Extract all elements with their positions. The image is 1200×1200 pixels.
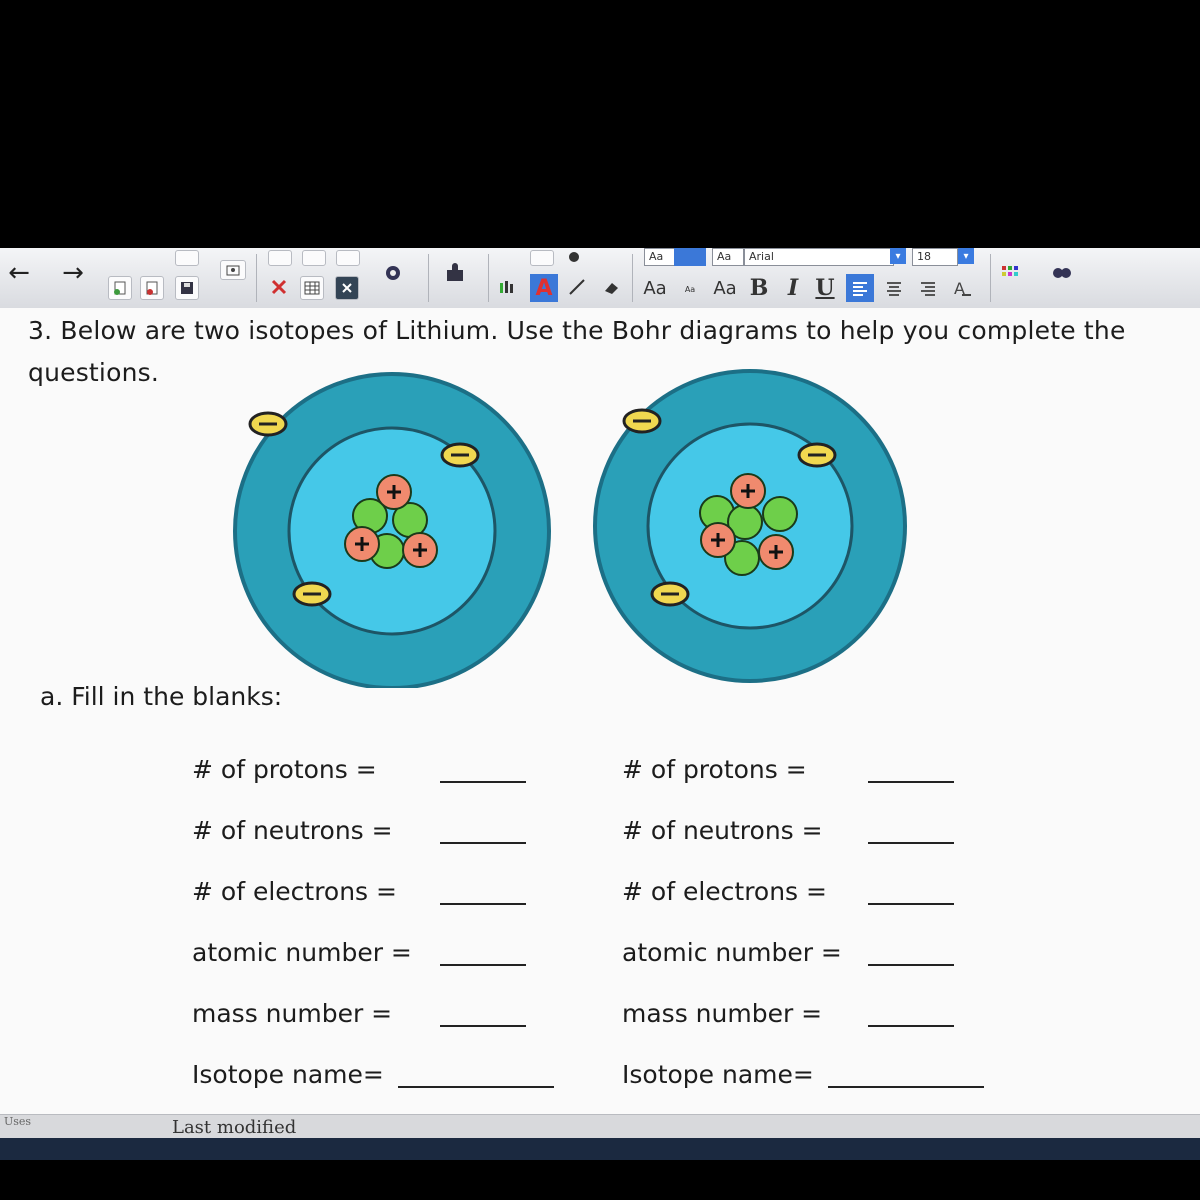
font-size-select[interactable]: 18 [912,248,958,266]
align-center-icon[interactable] [880,274,908,302]
toolbar-separator [632,254,633,302]
answer-blank[interactable] [440,842,526,844]
puzzle-icon[interactable] [442,260,468,286]
text-tool-icon[interactable] [336,250,360,266]
comment-icon[interactable] [302,250,326,266]
answer-blank[interactable] [868,781,954,783]
fill-icon[interactable] [566,250,582,264]
color-grid-icon[interactable] [998,262,1022,284]
field-label: Isotope name= [622,1060,814,1089]
fill-in-heading: a. Fill in the blanks: [40,682,283,711]
align-left-icon[interactable] [846,274,874,302]
answer-blank[interactable] [440,781,526,783]
text-color-icon[interactable]: A [530,274,558,302]
shape-icon[interactable] [530,250,554,266]
bars-icon[interactable] [496,276,518,298]
font-larger-button[interactable]: Aa [643,277,667,299]
back-arrow-icon[interactable]: ← [8,258,30,288]
pen-icon[interactable] [600,250,620,264]
answer-blank[interactable] [868,1025,954,1027]
font-name-select[interactable]: Arial [744,248,894,266]
line-tool-icon[interactable] [566,276,588,298]
font-size-dropdown-icon[interactable]: ▾ [958,248,974,264]
answer-blank[interactable] [868,842,954,844]
font-style-button[interactable]: Aa [713,277,737,299]
field-label: atomic number = [622,938,842,967]
field-label: # of protons = [192,755,377,784]
field-label: mass number = [192,999,393,1028]
last-modified-label: Last modified [172,1117,297,1138]
align-right-icon[interactable] [914,274,942,302]
field-label: # of neutrons = [192,816,393,845]
toolbar-separator [990,254,991,302]
answer-blank[interactable] [868,964,954,966]
field-label: # of electrons = [622,877,827,906]
bohr-diagrams [0,308,1200,688]
uses-label: Uses [4,1115,32,1128]
screenshot-icon[interactable] [220,260,246,280]
font-name-dropdown-icon[interactable]: ▾ [890,248,906,264]
close-box-icon[interactable] [335,276,359,300]
delete-icon[interactable] [268,276,290,298]
field-label: mass number = [622,999,823,1028]
font-preset-selected[interactable] [674,248,706,266]
toolbar-separator [428,254,429,302]
answer-blank[interactable] [828,1086,984,1088]
eraser-icon[interactable] [600,276,624,298]
toolbar-separator [256,254,257,302]
screen [0,248,1200,1160]
document-page [0,308,1200,1118]
font-smaller-button[interactable]: Aa [684,284,696,294]
new-page-icon[interactable] [108,276,132,300]
svg-text:A: A [954,279,965,297]
field-label: # of electrons = [192,877,397,906]
gear-icon[interactable] [380,260,406,286]
save-icon[interactable] [175,276,199,300]
layout-icon[interactable] [268,250,292,266]
forward-arrow-icon[interactable]: → [62,258,84,288]
answer-blank[interactable] [440,964,526,966]
neutron [763,497,797,531]
delete-page-icon[interactable] [140,276,164,300]
answer-blank[interactable] [440,1025,526,1027]
italic-button[interactable]: I [787,275,799,301]
toolbar [0,248,1200,309]
toolbar-separator [488,254,489,302]
answer-blank[interactable] [868,903,954,905]
field-label: # of protons = [622,755,807,784]
field-label: # of neutrons = [622,816,823,845]
table-icon[interactable] [300,276,324,300]
answer-blank[interactable] [398,1086,554,1088]
status-bar [0,1114,1200,1139]
question-text-continued: questions. [28,358,159,387]
dock [0,1138,1200,1160]
field-label: atomic number = [192,938,412,967]
page-icon[interactable] [175,250,199,266]
question-text: 3. Below are two isotopes of Lithium. Use the Bohr diagrams to help you complete the [28,316,1126,345]
font-preset2-combo[interactable]: Aa [712,248,744,266]
pointer-icon[interactable] [500,250,516,264]
clear-format-icon[interactable] [948,274,976,302]
field-label: Isotope name= [192,1060,384,1089]
link-icon[interactable] [1050,262,1074,284]
bold-button[interactable]: B [749,275,769,301]
underline-button[interactable]: U [815,275,835,301]
answer-blank[interactable] [440,903,526,905]
font-preset-combo[interactable]: Aa [644,248,676,266]
